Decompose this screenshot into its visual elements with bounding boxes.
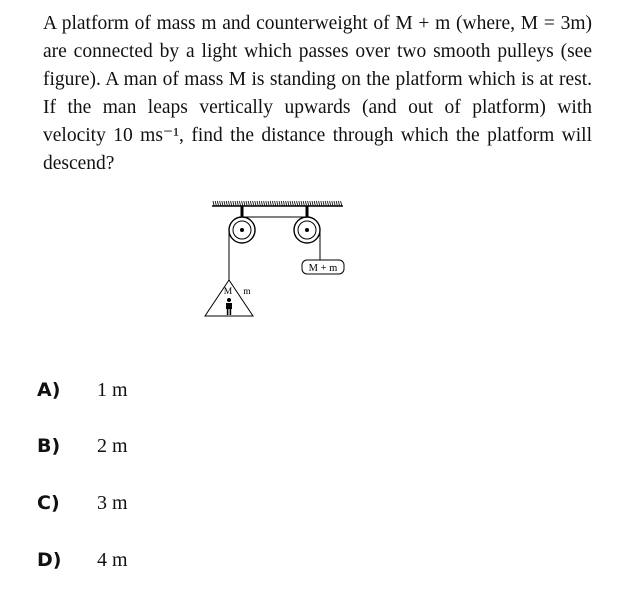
option-a-letter: A) bbox=[37, 379, 61, 401]
option-a[interactable] bbox=[37, 375, 337, 405]
ceiling bbox=[212, 201, 343, 206]
platform-label: m bbox=[243, 287, 251, 297]
question-text: A platform of mass m and counterweight of M + m (where, M = 3m) are connected by a light which passes over two smooth pulleys (see figure). A man of mass M is standing on the platform which is at rest. If the man leaps vertically upwards (and out of platform) with velocity 10 ms⁻¹, find the distance through which the platform will descend? bbox=[43, 13, 592, 174]
pulley-left bbox=[229, 217, 255, 243]
option-c[interactable] bbox=[37, 488, 337, 518]
counterweight-label: M + m bbox=[308, 263, 338, 274]
pulley-figure bbox=[200, 196, 350, 322]
option-d[interactable] bbox=[37, 545, 337, 575]
option-b-text: 2 m bbox=[97, 435, 128, 457]
option-d-letter: D) bbox=[37, 549, 62, 571]
option-d-text: 4 m bbox=[97, 549, 128, 571]
option-a-text: 1 m bbox=[97, 379, 128, 401]
option-c-text: 3 m bbox=[97, 492, 128, 514]
pulley-right bbox=[294, 217, 320, 243]
option-b-letter: B) bbox=[37, 435, 61, 457]
man-label: M bbox=[223, 287, 233, 297]
option-c-letter: C) bbox=[37, 492, 60, 514]
counterweight bbox=[302, 260, 344, 274]
option-b[interactable] bbox=[37, 431, 337, 461]
